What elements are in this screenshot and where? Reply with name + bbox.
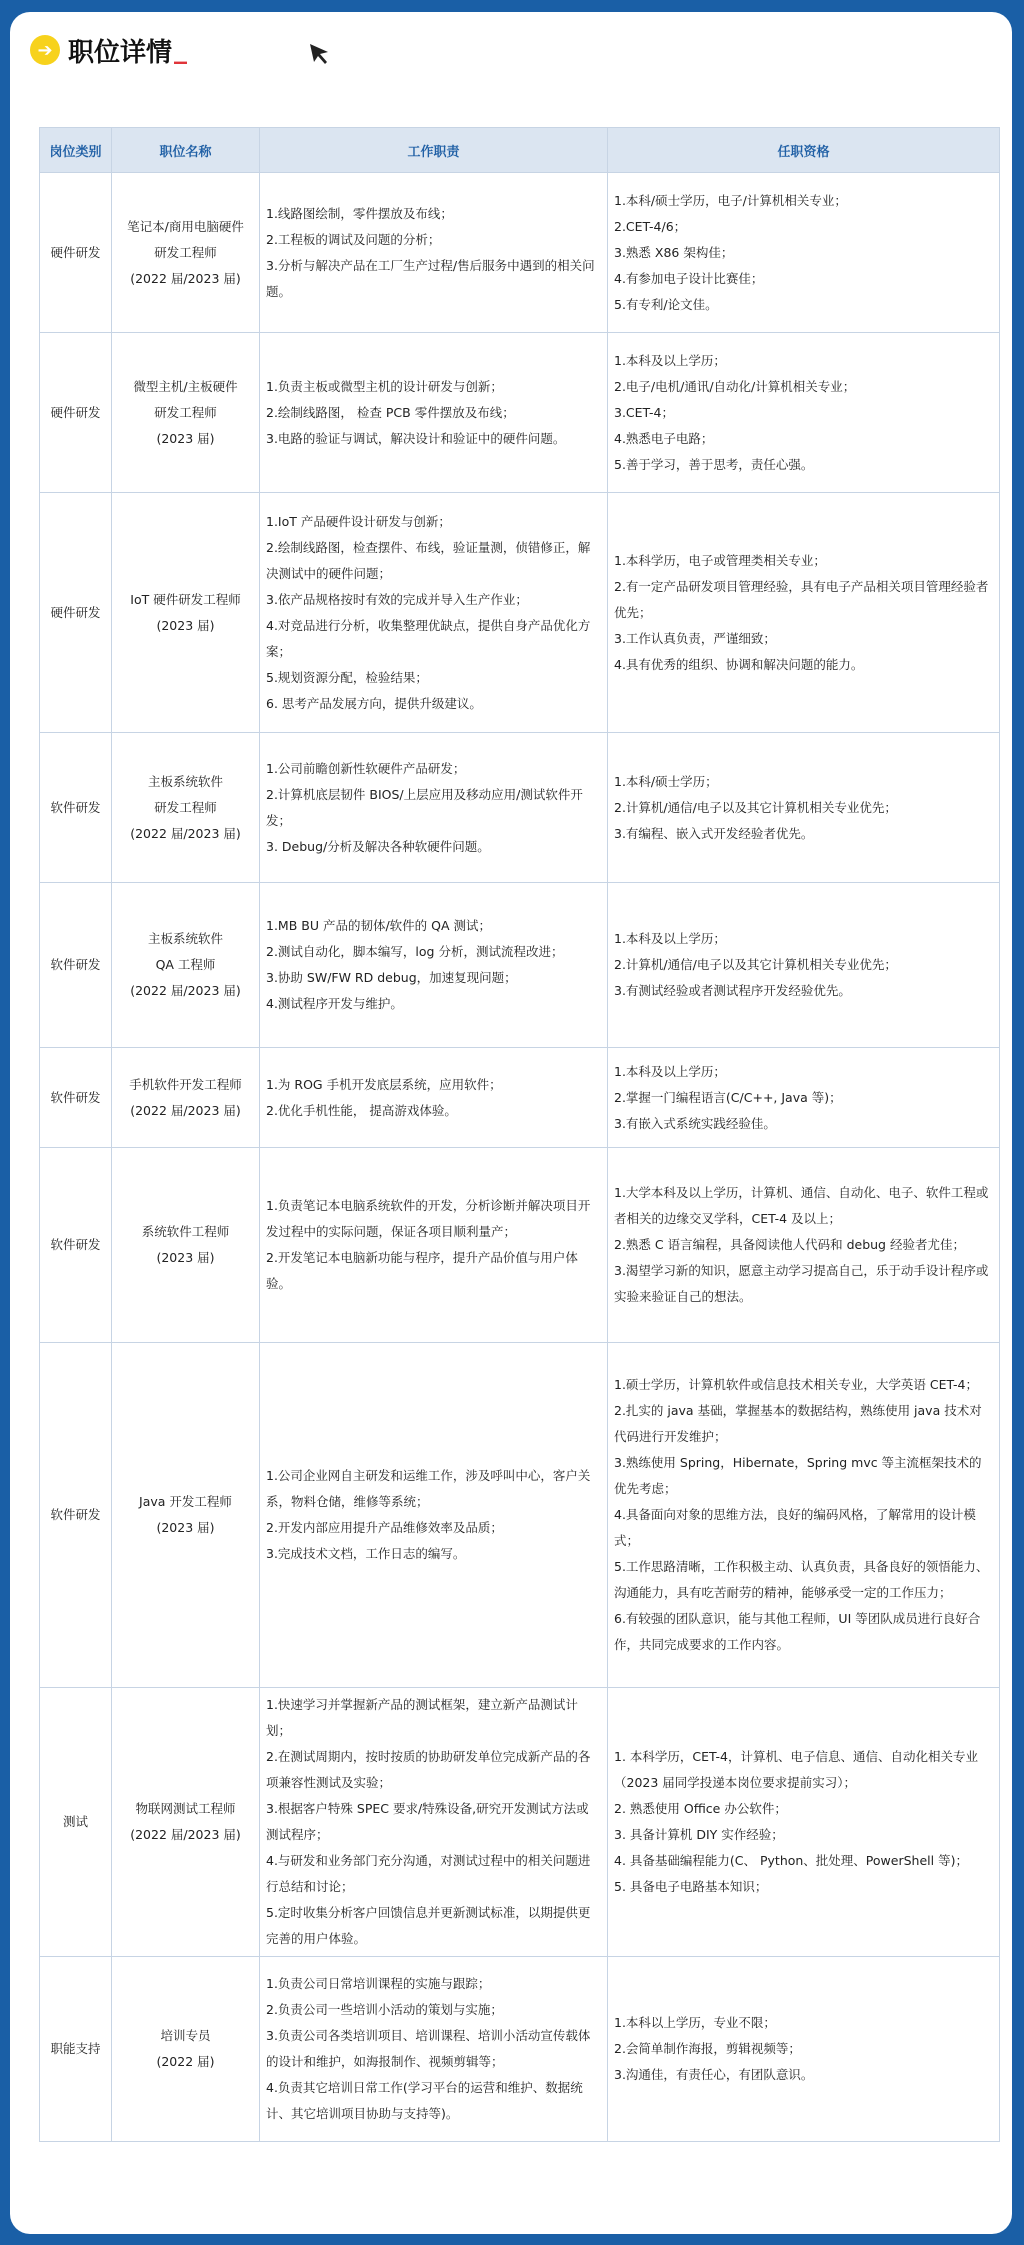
job-requirements <box>608 333 1000 493</box>
duty-item: 3.根据客户特殊 SPEC 要求/特殊设备,研究开发测试方法或测试程序； <box>266 1801 589 1842</box>
requirement-item: 2.电子/电机/通讯/自动化/计算机相关专业； <box>614 378 856 394</box>
header-category: 岗位类别 <box>40 128 112 173</box>
header-requirements: 任职资格 <box>608 128 1000 173</box>
requirement-item: 2.掌握一门编程语言(C/C++, Java 等)； <box>614 1089 842 1105</box>
duty-item: 3. Debug/分析及解决各种软硬件问题。 <box>266 838 490 854</box>
requirement-item: 1.本科及以上学历； <box>614 1063 726 1079</box>
table-header-row <box>40 128 1000 173</box>
duty-item: 3.负责公司各类培训项目、培训课程、培训小活动宣传载体的设计和维护，如海报制作、视频剪辑等； <box>266 2028 591 2069</box>
requirement-item: 2. 熟悉使用 Office 办公软件； <box>614 1801 787 1816</box>
page-title: 职位详情 <box>68 37 173 68</box>
duty-item: 3.协助 SW/FW RD debug，加速复现问题； <box>266 970 517 985</box>
job-title <box>112 493 260 733</box>
table-row <box>40 733 1000 883</box>
job-title-line: (2023 届) <box>156 1250 215 1265</box>
job-title-line: 研发工程师 <box>154 404 217 420</box>
duty-item: 3.电路的验证与调试，解决设计和验证中的硬件问题。 <box>266 430 566 446</box>
job-category: 软件研发 <box>40 1048 112 1148</box>
header-name: 职位名称 <box>112 128 260 173</box>
job-requirements <box>608 1957 1000 2142</box>
duty-item: 2.负责公司一些培训小活动的策划与实施； <box>266 2002 503 2017</box>
job-duties <box>260 1688 608 1957</box>
job-title-line: 主板系统软件 <box>147 773 223 789</box>
requirement-item: 2.计算机/通信/电子以及其它计算机相关专业优先； <box>614 957 897 972</box>
table-row <box>40 1343 1000 1688</box>
requirement-item: 2.熟悉 C 语言编程，具备阅读他人代码和 debug 经验者尤佳； <box>614 1237 965 1252</box>
requirement-item: 4.有参加电子设计比赛佳； <box>614 270 764 286</box>
job-title-line: 物联网测试工程师 <box>135 1801 236 1816</box>
duty-item: 1.负责公司日常培训课程的实施与跟踪； <box>266 1976 491 1991</box>
job-title-line: (2022 届/2023 届) <box>130 1102 241 1118</box>
duty-item: 5.规划资源分配，检验结果； <box>266 669 428 685</box>
job-requirements <box>608 733 1000 883</box>
job-title-line: (2023 届) <box>156 617 215 633</box>
requirement-item: 2.会简单制作海报，剪辑视频等； <box>614 2041 801 2056</box>
job-title-line: IoT 硬件研发工程师 <box>130 591 241 607</box>
job-requirements <box>608 1148 1000 1343</box>
requirement-item: 5.工作思路清晰，工作积极主动、认真负责，具备良好的领悟能力、沟通能力，具有吃苦耐劳的精神，能够承受一定的工作压力； <box>614 1559 989 1600</box>
duty-item: 3.分析与解决产品在工厂生产过程/售后服务中遇到的相关问题。 <box>266 257 595 299</box>
job-title-line: (2022 届/2023 届) <box>130 270 241 286</box>
duty-item: 1.公司企业网自主研发和运维工作，涉及呼叫中心，客户关系，物料仓储，维修等系统； <box>266 1468 591 1509</box>
job-title <box>112 333 260 493</box>
requirement-item: 5.善于学习，善于思考，责任心强。 <box>614 456 814 472</box>
requirement-item: 3.CET-4； <box>614 404 675 420</box>
duty-item: 4.对竞品进行分析，收集整理优缺点，提供自身产品优化方案； <box>266 617 591 659</box>
table-row <box>40 493 1000 733</box>
duty-item: 1.负责笔记本电脑系统软件的开发，分析诊断并解决项目开发过程中的实际问题，保证各项目顺利量产； <box>266 1198 591 1239</box>
requirement-item: 3.工作认真负责，严谨细致； <box>614 630 776 646</box>
job-category: 硬件研发 <box>40 493 112 733</box>
job-title-line: (2022 届/2023 届) <box>130 825 241 841</box>
job-title-line: 研发工程师 <box>154 244 217 260</box>
duty-item: 1.线路图绘制，零件摆放及布线； <box>266 205 453 221</box>
requirement-item: 1.本科以上学历，专业不限； <box>614 2015 776 2030</box>
requirement-item: 1.本科及以上学历； <box>614 931 726 946</box>
table-row <box>40 173 1000 333</box>
job-duties <box>260 1148 608 1343</box>
job-title-line: (2022 届/2023 届) <box>130 983 241 998</box>
requirement-item: 3.熟练使用 Spring，Hibernate，Spring mvc 等主流框架技术的优先考虑； <box>614 1455 982 1496</box>
duty-item: 3.依产品规格按时有效的完成并导入生产作业； <box>266 591 528 607</box>
job-title-line: 微型主机/主板硬件 <box>133 378 238 394</box>
job-duties <box>260 1343 608 1688</box>
requirement-item: 1. 本科学历，CET-4，计算机、电子信息、通信、自动化相关专业（2023 届同学投递本岗位要求提前实习）； <box>614 1749 978 1790</box>
job-table <box>39 127 1000 2142</box>
table-row <box>40 1048 1000 1148</box>
job-title-line: 培训专员 <box>160 2028 211 2043</box>
job-title <box>112 1688 260 1957</box>
job-requirements <box>608 883 1000 1048</box>
duty-item: 2.优化手机性能， 提高游戏体验。 <box>266 1102 457 1118</box>
job-requirements <box>608 173 1000 333</box>
requirement-item: 3.有嵌入式系统实践经验佳。 <box>614 1115 776 1131</box>
table-row <box>40 333 1000 493</box>
requirement-item: 3.有编程、嵌入式开发经验者优先。 <box>614 825 814 841</box>
requirement-item: 2.CET-4/6； <box>614 218 687 234</box>
duty-item: 2.工程板的调试及问题的分析； <box>266 231 441 247</box>
duty-item: 2.开发笔记本电脑新功能与程序，提升产品价值与用户体验。 <box>266 1250 578 1291</box>
job-category: 软件研发 <box>40 1343 112 1688</box>
requirement-item: 4.具备面向对象的思维方法，良好的编码风格，了解常用的设计模式； <box>614 1507 976 1548</box>
requirement-item: 1.本科学历，电子或管理类相关专业； <box>614 552 826 568</box>
job-title-line: QA 工程师 <box>155 957 216 972</box>
job-title-line: 研发工程师 <box>154 799 217 815</box>
requirement-item: 2.计算机/通信/电子以及其它计算机相关专业优先； <box>614 799 897 815</box>
header-duties: 工作职责 <box>260 128 608 173</box>
job-title <box>112 733 260 883</box>
requirement-item: 6.有较强的团队意识，能与其他工程师，UI 等团队成员进行良好合作，共同完成要求的工作内容。 <box>614 1611 981 1652</box>
job-title-line: 系统软件工程师 <box>141 1224 230 1239</box>
duty-item: 4.负责其它培训日常工作(学习平台的运营和维护、数据统计、其它培训项目协助与支持等)。 <box>266 2080 583 2121</box>
mouse-cursor-icon <box>308 42 332 66</box>
requirement-item: 3. 具备计算机 DIY 实作经验； <box>614 1827 784 1842</box>
job-title-line: 主板系统软件 <box>147 931 223 946</box>
duty-item: 1.IoT 产品硬件设计研发与创新； <box>266 513 451 529</box>
requirement-item: 1.本科/硕士学历，电子/计算机相关专业； <box>614 192 847 208</box>
job-category: 测试 <box>40 1688 112 1957</box>
duty-item: 6. 思考产品发展方向，提供升级建议。 <box>266 695 482 711</box>
duty-item: 2.绘制线路图，检查摆件、布线，验证量测，侦错修正，解决测试中的硬件问题； <box>266 539 591 581</box>
requirement-item: 1.大学本科及以上学历，计算机、通信、自动化、电子、软件工程或者相关的边缘交叉学科，CET-4 及以上； <box>614 1185 989 1226</box>
job-category: 硬件研发 <box>40 173 112 333</box>
requirement-item: 1.本科/硕士学历； <box>614 773 718 789</box>
job-title-line: 手机软件开发工程师 <box>129 1076 242 1092</box>
duty-item: 2.在测试周期内，按时按质的协助研发单位完成新产品的各项兼容性测试及实验； <box>266 1749 591 1790</box>
requirement-item: 1.本科及以上学历； <box>614 352 726 368</box>
job-title-line: (2023 届) <box>156 1520 215 1535</box>
job-requirements <box>608 1048 1000 1148</box>
table-row <box>40 883 1000 1048</box>
duty-item: 1.快速学习并掌握新产品的测试框架，建立新产品测试计划； <box>266 1697 578 1738</box>
job-category: 软件研发 <box>40 733 112 883</box>
title-cursor: _ <box>174 35 188 65</box>
table-body <box>40 173 1000 2142</box>
job-title <box>112 883 260 1048</box>
table-row <box>40 1957 1000 2142</box>
requirement-item: 2.有一定产品研发项目管理经验，具有电子产品相关项目管理经验者优先； <box>614 578 989 620</box>
duty-item: 2.开发内部应用提升产品维修效率及品质； <box>266 1520 503 1535</box>
job-requirements <box>608 1688 1000 1957</box>
requirement-item: 3.熟悉 X86 架构佳； <box>614 244 734 260</box>
requirement-item: 4.具有优秀的组织、协调和解决问题的能力。 <box>614 656 864 672</box>
arrow-right-icon: ➔ <box>30 35 60 65</box>
job-duties <box>260 333 608 493</box>
duty-item: 1.负责主板或微型主机的设计研发与创新； <box>266 378 503 394</box>
job-category: 职能支持 <box>40 1957 112 2142</box>
job-title-line: 笔记本/商用电脑硬件 <box>127 218 244 234</box>
job-category: 软件研发 <box>40 1148 112 1343</box>
requirement-item: 4.熟悉电子电路； <box>614 430 714 446</box>
job-requirements <box>608 493 1000 733</box>
duty-item: 5.定时收集分析客户回馈信息并更新测试标准，以期提供更完善的用户体验。 <box>266 1905 591 1946</box>
job-category: 软件研发 <box>40 883 112 1048</box>
table-row <box>40 1148 1000 1343</box>
job-duties <box>260 493 608 733</box>
job-duties <box>260 1048 608 1148</box>
job-title <box>112 1343 260 1688</box>
job-title-line: (2023 届) <box>156 430 215 446</box>
job-title <box>112 1957 260 2142</box>
duty-item: 2.测试自动化，脚本编写，log 分析，测试流程改进； <box>266 944 564 959</box>
job-duties <box>260 1957 608 2142</box>
requirement-item: 5. 具备电子电路基本知识； <box>614 1879 768 1894</box>
job-title-line: (2022 届/2023 届) <box>130 1827 241 1842</box>
requirement-item: 5.有专利/论文佳。 <box>614 296 718 312</box>
duty-item: 2.绘制线路图， 检查 PCB 零件摆放及布线； <box>266 404 515 420</box>
duty-item: 2.计算机底层韧件 BIOS/上层应用及移动应用/测试软件开发； <box>266 786 583 828</box>
job-title <box>112 1148 260 1343</box>
job-category: 硬件研发 <box>40 333 112 493</box>
page-card <box>10 12 1012 2234</box>
requirement-item: 2.扎实的 java 基础，掌握基本的数据结构，熟练使用 java 技术对代码进行开发维护； <box>614 1403 982 1444</box>
requirement-item: 3.沟通佳，有责任心，有团队意识。 <box>614 2067 814 2082</box>
job-title-line: Java 开发工程师 <box>139 1494 232 1509</box>
requirement-item: 4. 具备基础编程能力(C、 Python、批处理、PowerShell 等)； <box>614 1853 968 1868</box>
job-requirements <box>608 1343 1000 1688</box>
table-row <box>40 1688 1000 1957</box>
requirement-item: 3.渴望学习新的知识，愿意主动学习提高自己，乐于动手设计程序或实验来验证自己的想法。 <box>614 1263 989 1304</box>
duty-item: 4.测试程序开发与维护。 <box>266 996 403 1011</box>
page-header <box>30 30 187 70</box>
job-title <box>112 1048 260 1148</box>
duty-item: 1.公司前瞻创新性软硬件产品研发； <box>266 760 466 776</box>
job-duties <box>260 733 608 883</box>
duty-item: 1.MB BU 产品的韧体/软件的 QA 测试； <box>266 918 492 933</box>
job-duties <box>260 173 608 333</box>
duty-item: 1.为 ROG 手机开发底层系统，应用软件； <box>266 1076 502 1092</box>
duty-item: 4.与研发和业务部门充分沟通，对测试过程中的相关问题进行总结和讨论； <box>266 1853 591 1894</box>
job-title <box>112 173 260 333</box>
duty-item: 3.完成技术文档，工作日志的编写。 <box>266 1546 466 1561</box>
requirement-item: 1.硕士学历，计算机软件或信息技术相关专业，大学英语 CET-4； <box>614 1377 978 1392</box>
job-duties <box>260 883 608 1048</box>
requirement-item: 3.有测试经验或者测试程序开发经验优先。 <box>614 983 851 998</box>
job-title-line: (2022 届) <box>156 2054 215 2069</box>
